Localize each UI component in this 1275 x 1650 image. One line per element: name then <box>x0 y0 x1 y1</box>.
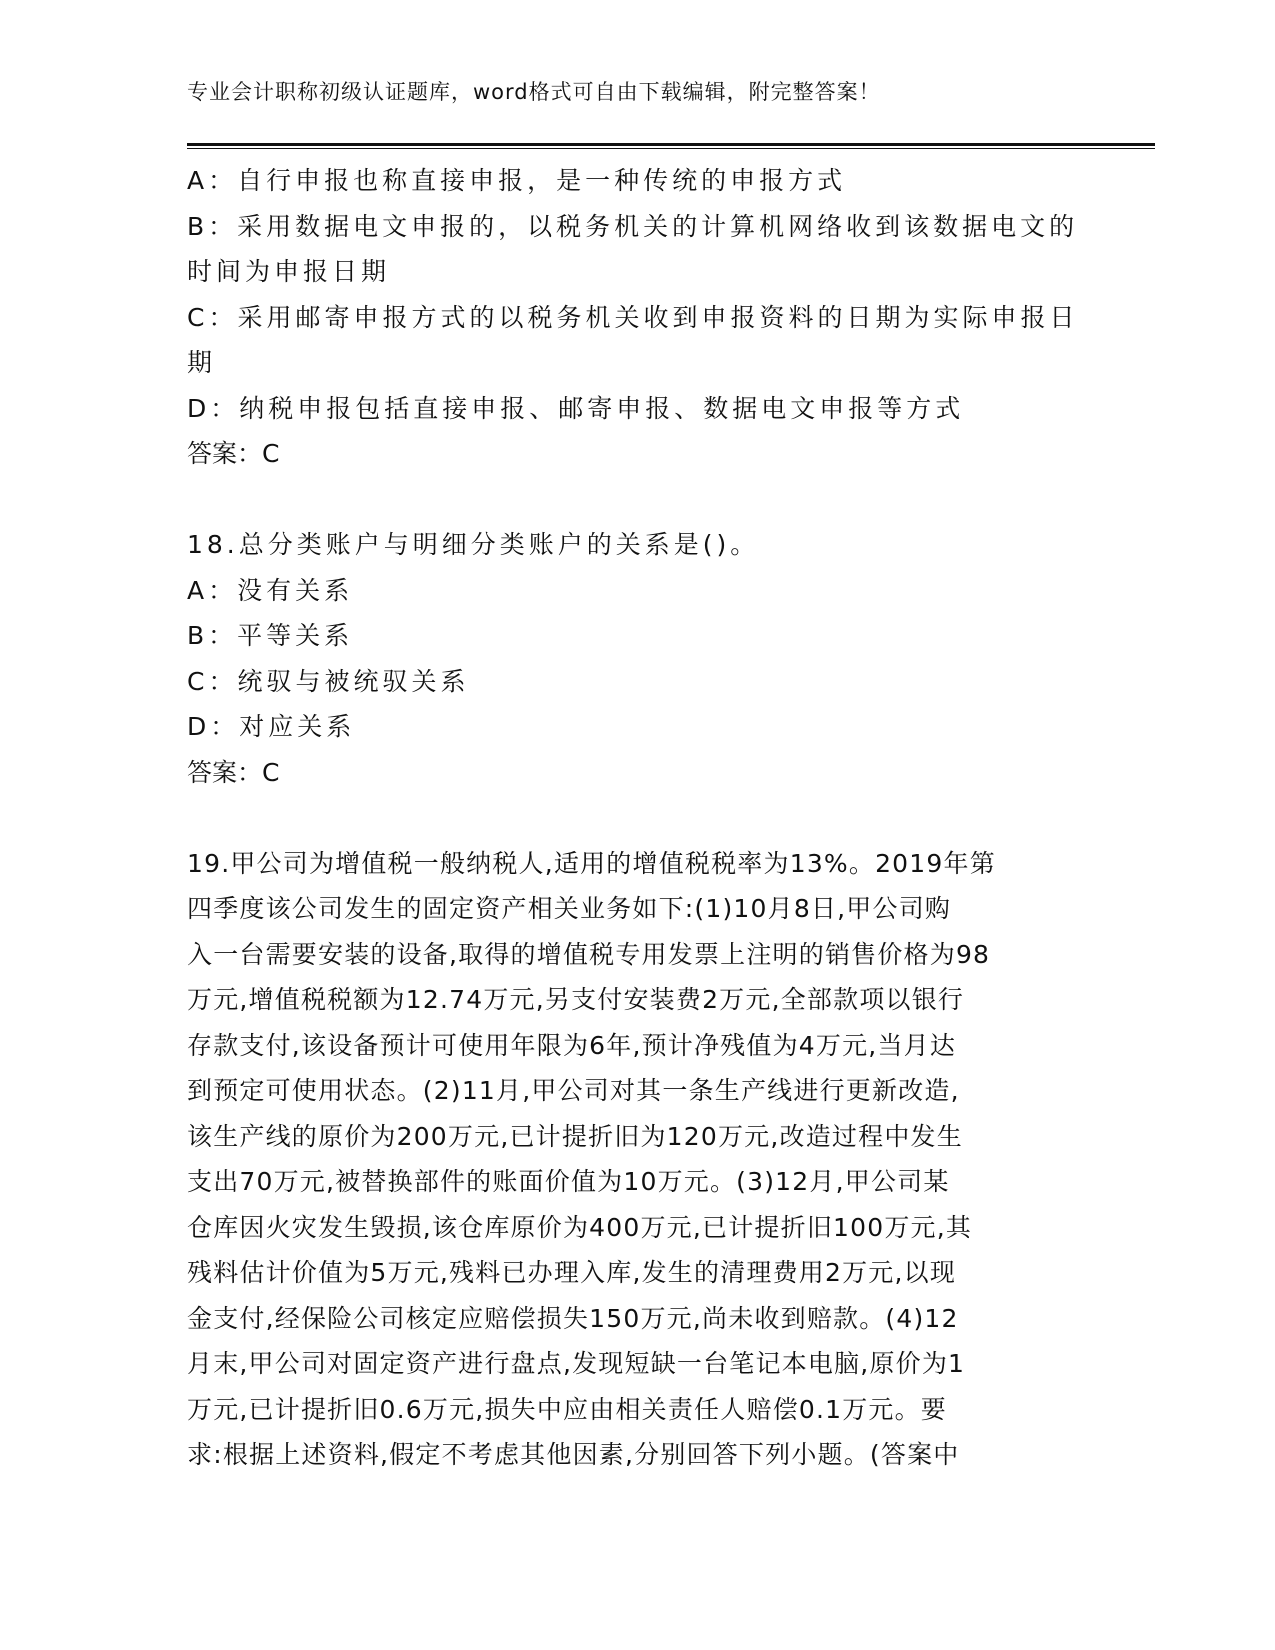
q17-option-c-line-2: 期 <box>187 348 217 377</box>
q18-option-c: C：统驭与被统驭关系 <box>187 666 470 696</box>
q19-line: 月末,甲公司对固定资产进行盘点,发现短缺一台笔记本电脑,原价为1 <box>187 1349 966 1378</box>
q19-line: 到预定可使用状态。(2)11月,甲公司对其一条生产线进行更新改造, <box>187 1076 960 1105</box>
q17-option-a: A：自行申报也称直接申报，是一种传统的申报方式 <box>187 166 847 195</box>
q17-answer: 答案：C <box>187 439 280 468</box>
q19-line: 四季度该公司发生的固定资产相关业务如下:(1)10月8日,甲公司购 <box>187 894 952 923</box>
spacer <box>187 795 1087 841</box>
header-divider-thin <box>187 148 1155 149</box>
q18-answer: 答案：C <box>187 757 280 787</box>
q17-option-b-line-2: 时间为申报日期 <box>187 257 391 286</box>
q19-line: 该生产线的原价为200万元,已计提折旧为120万元,改造过程中发生 <box>187 1121 963 1151</box>
page-header: 专业会计职称初级认证题库，word格式可自由下载编辑，附完整答案！ <box>187 80 881 104</box>
q19-line: 仓库因火灾发生毁损,该仓库原价为400万元,已计提折旧100万元,其 <box>187 1212 973 1242</box>
q18-option-d: D：对应关系 <box>187 712 356 741</box>
question-18 <box>187 522 1087 795</box>
q19-line: 入一台需要安装的设备,取得的增值税专用发票上注明的销售价格为98 <box>187 939 991 969</box>
question-17-options <box>187 158 1087 477</box>
q19-line: 金支付,经保险公司核定应赔偿损失150万元,尚未收到赔款。(4)12 <box>187 1303 959 1333</box>
q17-option-c-line-1: C：采用邮寄申报方式的以税务机关收到申报资料的日期为实际申报日 <box>187 302 1079 332</box>
q19-line: 支出70万元,被替换部件的账面价值为10万元。(3)12月,甲公司某 <box>187 1167 950 1196</box>
q18-option-a: A：没有关系 <box>187 575 354 605</box>
q17-option-b-line-1: B：采用数据电文申报的，以税务机关的计算机网络收到该数据电文的 <box>187 211 1079 241</box>
q17-option-d: D：纳税申报包括直接申报、邮寄申报、数据电文申报等方式 <box>187 393 965 423</box>
header-divider-thick <box>187 143 1155 146</box>
spacer <box>187 477 1087 523</box>
question-19 <box>187 841 1087 1478</box>
q18-stem: 18.总分类账户与明细分类账户的关系是()。 <box>187 530 760 559</box>
q19-line: 万元,增值税税额为12.74万元,另支付安装费2万元,全部款项以银行 <box>187 985 965 1014</box>
q19-line: 19.甲公司为增值税一般纳税人,适用的增值税税率为13%。2019年第 <box>187 848 996 878</box>
q18-option-b: B：平等关系 <box>187 621 354 650</box>
document-body <box>187 158 1087 1478</box>
q19-line: 万元,已计提折旧0.6万元,损失中应由相关责任人赔偿0.1万元。要 <box>187 1394 948 1424</box>
q19-line: 存款支付,该设备预计可使用年限为6年,预计净残值为4万元,当月达 <box>187 1030 957 1060</box>
q19-line: 求:根据上述资料,假定不考虑其他因素,分别回答下列小题。(答案中 <box>187 1440 960 1469</box>
q19-line: 残料估计价值为5万元,残料已办理入库,发生的清理费用2万元,以现 <box>187 1258 957 1287</box>
